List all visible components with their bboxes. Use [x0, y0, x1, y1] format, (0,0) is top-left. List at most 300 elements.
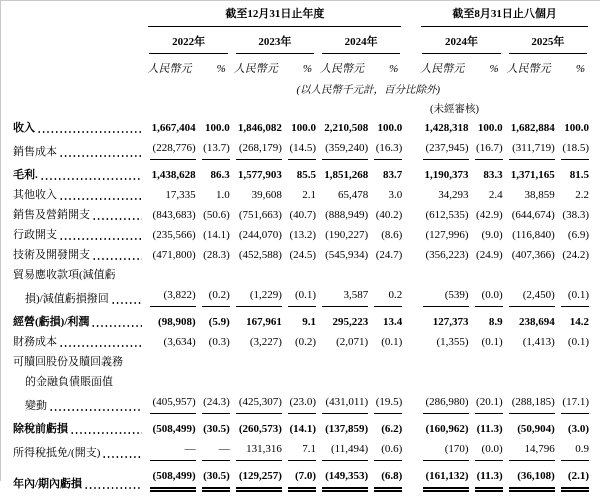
cell-pct	[557, 118, 591, 138]
dot-leader	[92, 324, 142, 328]
cell-value: 2,210,508	[324, 122, 369, 134]
cell-value: (508,499)	[152, 423, 196, 435]
cell-amount	[145, 285, 197, 312]
cell-pct	[198, 285, 232, 312]
year-2023: 2023年	[232, 27, 318, 54]
cell-value: (116,840)	[512, 229, 555, 241]
percent-header: %	[575, 63, 585, 75]
cell-value: (1,413)	[522, 336, 555, 348]
cell-value: 1,851,268	[324, 169, 369, 181]
cell-amount	[145, 312, 197, 332]
period-group-annual-label: 截至12月31日止年度	[148, 7, 401, 27]
cell-pct	[471, 312, 505, 332]
unaudited-note-row	[13, 98, 591, 118]
row-label-cell	[13, 392, 145, 419]
period-group-annual	[145, 7, 404, 27]
table-row	[13, 165, 591, 185]
cell-value: (20.1)	[475, 395, 503, 414]
year-2024-interim: 2024年	[404, 27, 504, 54]
cell-amount	[318, 165, 370, 185]
cell-amount	[404, 245, 470, 265]
cell-value: (311,719)	[509, 141, 555, 160]
dot-leader	[60, 154, 142, 158]
cell-value: (6.2)	[381, 423, 403, 435]
cell-pct	[471, 419, 505, 439]
cell-value: 38,859	[524, 189, 555, 201]
cell-amount	[404, 118, 470, 138]
cell-pct	[370, 332, 404, 352]
cell-pct	[471, 285, 505, 312]
cell-amount	[505, 225, 557, 245]
cell-amount	[318, 312, 370, 332]
cell-value: (30.5)	[202, 469, 230, 492]
cell-pct	[557, 312, 591, 332]
year-header-row	[13, 27, 591, 54]
cell-amount	[145, 419, 197, 439]
cell-value: 86.3	[210, 169, 230, 181]
cell-value: (1,229)	[236, 288, 282, 307]
cell-value: (50.6)	[203, 209, 230, 221]
cell-pct	[284, 312, 318, 332]
cell-value: (612,535)	[425, 209, 469, 221]
income-statement-table	[13, 7, 591, 498]
cell-value: (0.3)	[208, 336, 230, 348]
dot-leader	[112, 301, 143, 305]
header-spacer	[13, 7, 145, 27]
cell-amount	[232, 225, 284, 245]
cell-value: 238,694	[519, 316, 555, 328]
table-row	[13, 225, 591, 245]
cell-amount	[318, 419, 370, 439]
cell-value: 131,316	[236, 442, 282, 461]
cell-value: 3,587	[322, 288, 368, 307]
amount-header: 人民幣元	[147, 63, 192, 75]
cell-value: (40.2)	[375, 209, 403, 221]
cell-amount	[505, 285, 557, 312]
cell-amount	[404, 312, 470, 332]
cell-value: (14.1)	[203, 229, 230, 241]
table-row	[13, 332, 591, 352]
cell-value: (28.3)	[203, 249, 230, 261]
unit-note-row	[13, 78, 591, 98]
row-label-cell	[13, 466, 145, 498]
cell-pct	[284, 118, 318, 138]
cell-pct	[198, 138, 232, 165]
cell-value: (3,227)	[249, 336, 282, 348]
cell-value: —	[150, 442, 196, 461]
row-label: 除稅前虧損	[13, 423, 68, 435]
cell-pct	[471, 466, 505, 498]
header-spacer	[13, 78, 145, 98]
table-row	[13, 466, 591, 498]
row-label: 所得稅抵免/(開支)	[13, 447, 101, 459]
cell-value: (16.7)	[475, 141, 503, 160]
header-spacer	[505, 98, 591, 118]
cell-value: (0.2)	[294, 336, 317, 348]
cell-value: 2.4	[488, 189, 503, 201]
cell-value: (11.3)	[476, 423, 503, 435]
cell-value: (19.5)	[374, 395, 402, 414]
cell-value: (38.3)	[562, 209, 589, 221]
percent-header: %	[216, 63, 226, 75]
cell-amount	[232, 138, 284, 165]
cell-pct	[198, 419, 232, 439]
cell-amount	[505, 466, 557, 498]
cell-amount	[505, 312, 557, 332]
cell-value: (0.1)	[288, 288, 316, 307]
cell-pct	[284, 205, 318, 225]
cell-value: 1.0	[215, 189, 230, 201]
cell-value: (98,908)	[158, 316, 196, 328]
cell-amount	[318, 118, 370, 138]
cell-value: (7.0)	[288, 469, 316, 492]
cell-value: 13.4	[383, 316, 403, 328]
cell-value: 2.1	[302, 189, 317, 201]
table-row	[13, 439, 591, 466]
cell-amount	[145, 392, 197, 419]
cell-pct	[284, 165, 318, 185]
cell-value: 100.0	[564, 122, 589, 134]
cell-amount	[145, 332, 197, 352]
cell-value: (288,185)	[509, 395, 555, 414]
cell-pct	[557, 332, 591, 352]
row-label-cell	[13, 312, 145, 332]
cell-value: 39,608	[251, 189, 282, 201]
row-label: 的金融負債賬面值	[25, 376, 113, 388]
cell-value: (190,227)	[325, 229, 369, 241]
cell-value: (14.5)	[288, 141, 316, 160]
cell-value: 3.0	[388, 189, 403, 201]
cell-value: (23.0)	[288, 395, 316, 414]
cell-pct	[370, 225, 404, 245]
cell-amount	[232, 439, 284, 466]
row-label-cell	[13, 225, 145, 245]
cell-value: 17,335	[165, 189, 196, 201]
cell-value: (425,307)	[236, 395, 282, 414]
cell-amount	[505, 118, 557, 138]
row-label-cell	[13, 205, 145, 225]
cell-value: (3.0)	[567, 423, 589, 435]
cell-pct	[284, 138, 318, 165]
cell-pct	[471, 392, 505, 419]
cell-amount	[145, 185, 197, 205]
row-label-cell	[13, 245, 145, 265]
cell-amount	[505, 392, 557, 419]
unit-header-row	[13, 54, 591, 78]
row-label-cell	[13, 165, 145, 185]
cell-pct	[370, 205, 404, 225]
row-label-cell	[13, 419, 145, 439]
percent-header: %	[389, 63, 399, 75]
cell-value: (1,355)	[436, 336, 469, 348]
cell-value: (452,588)	[238, 249, 282, 261]
cell-pct	[198, 392, 232, 419]
table-row	[13, 392, 591, 419]
cell-value: (50,904)	[517, 423, 555, 435]
unit-note: (以人民幣千元計，百分比除外)	[296, 85, 440, 96]
cell-value: (160,962)	[425, 423, 469, 435]
cell-pct	[370, 118, 404, 138]
cell-amount	[505, 439, 557, 466]
table-body	[13, 118, 591, 498]
cell-amount	[404, 439, 470, 466]
year-2022: 2022年	[145, 27, 231, 54]
cell-amount	[232, 185, 284, 205]
cell-value: 83.7	[383, 169, 403, 181]
row-label: 經營(虧損)/利潤	[13, 316, 90, 328]
cell-pct	[557, 185, 591, 205]
cell-pct	[557, 225, 591, 245]
cell-value: (0.2)	[202, 288, 230, 307]
cell-pct	[471, 205, 505, 225]
cell-value: 0.2	[374, 288, 402, 307]
cell-pct	[284, 392, 318, 419]
cell-value: (8.6)	[381, 229, 403, 241]
cell-value: (471,800)	[152, 249, 196, 261]
period-group-header-row	[13, 7, 591, 27]
unaudited-note: (未經審核)	[429, 104, 479, 115]
cell-pct	[198, 205, 232, 225]
cell-value: (407,366)	[511, 249, 555, 261]
cell-amount	[318, 205, 370, 225]
cell-amount	[404, 332, 470, 352]
cell-value: 1,190,373	[424, 169, 469, 181]
cell-pct	[557, 285, 591, 312]
cell-amount	[505, 138, 557, 165]
row-label-cell	[13, 265, 591, 285]
cell-value: 85.5	[296, 169, 317, 181]
cell-pct	[284, 245, 318, 265]
period-group-interim-label: 截至8月31日止八個月	[421, 7, 588, 27]
cell-value: (0.1)	[481, 336, 503, 348]
cell-value: (5.9)	[208, 316, 230, 328]
cell-pct	[370, 466, 404, 498]
cell-value: (359,240)	[322, 141, 368, 160]
cell-pct	[557, 138, 591, 165]
cell-pct	[198, 466, 232, 498]
cell-value: (235,566)	[152, 229, 196, 241]
cell-value: (268,179)	[236, 141, 282, 160]
cell-value: (237,945)	[423, 141, 469, 160]
cell-pct	[370, 392, 404, 419]
row-label: 收入	[13, 122, 35, 134]
cell-pct	[557, 245, 591, 265]
row-label-cell	[13, 332, 145, 352]
table-row-label-line	[13, 372, 591, 392]
cell-pct	[284, 439, 318, 466]
dot-leader	[93, 257, 142, 261]
cell-amount	[505, 245, 557, 265]
row-label: 變動	[25, 400, 47, 412]
cell-value: (539)	[423, 288, 469, 307]
cell-pct	[471, 118, 505, 138]
cell-pct	[370, 245, 404, 265]
cell-pct	[198, 245, 232, 265]
cell-value: (17.1)	[561, 395, 589, 414]
cell-value: 2.2	[575, 189, 589, 201]
cell-value: (260,573)	[238, 423, 282, 435]
period-group-interim	[404, 7, 591, 27]
cell-amount	[232, 165, 284, 185]
row-label-cell	[13, 285, 145, 312]
cell-value: 0.9	[561, 442, 589, 461]
cell-amount	[318, 245, 370, 265]
cell-value: 7.1	[288, 442, 316, 461]
table-row-label-line	[13, 265, 591, 285]
row-label: 損)/減值虧損撥回	[25, 293, 109, 305]
row-label: 技術及開發開支	[13, 249, 90, 261]
cell-value: (18.5)	[561, 141, 589, 160]
cell-pct	[557, 392, 591, 419]
cell-pct	[198, 225, 232, 245]
amount-header: 人民幣元	[233, 63, 278, 75]
cell-value: 100.0	[477, 122, 503, 134]
cell-amount	[404, 138, 470, 165]
cell-value: (13.2)	[289, 229, 317, 241]
cell-pct	[471, 245, 505, 265]
cell-pct	[370, 185, 404, 205]
cell-value: (0.6)	[374, 442, 402, 461]
cell-amount	[404, 185, 470, 205]
cell-amount	[505, 419, 557, 439]
dot-leader	[50, 408, 142, 412]
cell-pct	[471, 165, 505, 185]
cell-amount	[232, 312, 284, 332]
cell-value: (0.1)	[381, 336, 403, 348]
table-row	[13, 245, 591, 265]
year-2024: 2024年	[318, 27, 404, 54]
cell-value: (0.1)	[567, 336, 589, 348]
cell-value: (170)	[423, 442, 469, 461]
cell-value: (431,011)	[322, 395, 368, 414]
cell-pct	[284, 185, 318, 205]
cell-value: (161,132)	[423, 469, 469, 492]
cell-value: (24.7)	[375, 249, 403, 261]
table-row	[13, 185, 591, 205]
table-row	[13, 205, 591, 225]
cell-amount	[505, 165, 557, 185]
amount-header: 人民幣元	[506, 63, 551, 75]
dot-leader	[85, 486, 142, 490]
cell-pct	[557, 439, 591, 466]
dot-leader	[60, 237, 142, 241]
dot-leader	[93, 217, 142, 221]
cell-value: (286,980)	[423, 395, 469, 414]
cell-value: (2,450)	[509, 288, 555, 307]
cell-amount	[404, 285, 470, 312]
row-label: 財務成本	[13, 336, 57, 348]
cell-value: 167,961	[246, 316, 282, 328]
cell-value: (42.9)	[476, 209, 503, 221]
cell-amount	[505, 185, 557, 205]
cell-pct	[198, 118, 232, 138]
header-spacer	[13, 27, 145, 54]
header-spacer	[13, 98, 404, 118]
cell-amount	[145, 225, 197, 245]
cell-value: 8.9	[488, 316, 503, 328]
cell-amount	[318, 466, 370, 498]
row-label: 行政開支	[13, 229, 57, 241]
cell-value: (356,223)	[425, 249, 469, 261]
cell-pct	[370, 312, 404, 332]
table-row	[13, 312, 591, 332]
cell-pct	[198, 165, 232, 185]
cell-value: (888,949)	[325, 209, 369, 221]
table-row	[13, 285, 591, 312]
cell-pct	[557, 466, 591, 498]
cell-value: 1,667,404	[151, 122, 196, 134]
cell-pct	[370, 439, 404, 466]
row-label: 銷售及營銷開支	[13, 209, 90, 221]
cell-value: (751,663)	[238, 209, 282, 221]
row-label: 年內/期內虧損	[13, 478, 83, 490]
cell-value: 1,428,318	[424, 122, 469, 134]
cell-value: (149,353)	[322, 469, 368, 492]
cell-value: (30.5)	[203, 423, 230, 435]
row-label-cell	[13, 185, 145, 205]
cell-value: 1,846,082	[237, 122, 282, 134]
cell-pct	[471, 225, 505, 245]
cell-value: (508,499)	[150, 469, 196, 492]
row-label: 毛利.	[13, 169, 38, 181]
cell-pct	[471, 138, 505, 165]
table-row	[13, 419, 591, 439]
cell-value: 81.5	[569, 169, 589, 181]
cell-pct	[370, 138, 404, 165]
cell-amount	[145, 205, 197, 225]
cell-value: (228,776)	[150, 141, 196, 160]
cell-value: 65,478	[337, 189, 369, 201]
dot-leader	[60, 197, 142, 201]
cell-amount	[145, 439, 197, 466]
cell-amount	[318, 138, 370, 165]
cell-value: (0.1)	[561, 288, 589, 307]
amount-header: 人民幣元	[320, 63, 365, 75]
cell-pct	[471, 332, 505, 352]
cell-value: 14,796	[509, 442, 555, 461]
cell-amount	[232, 392, 284, 419]
cell-value: (24.9)	[476, 249, 503, 261]
cell-value: 14.2	[569, 316, 589, 328]
cell-value: 100.0	[291, 122, 317, 134]
cell-amount	[318, 439, 370, 466]
cell-value: (137,859)	[325, 423, 369, 435]
cell-value: (6.9)	[567, 229, 589, 241]
cell-value: 100.0	[204, 122, 230, 134]
cell-pct	[198, 332, 232, 352]
cell-value: (36,108)	[509, 469, 555, 492]
row-label-cell	[13, 138, 145, 165]
header-spacer	[13, 54, 145, 78]
cell-value: (545,934)	[325, 249, 369, 261]
cell-amount	[232, 332, 284, 352]
cell-value: (3,634)	[163, 336, 196, 348]
cell-amount	[145, 466, 197, 498]
cell-value: (6.8)	[374, 469, 402, 492]
row-label-cell	[13, 352, 591, 372]
cell-amount	[145, 138, 197, 165]
cell-value: 295,223	[332, 316, 369, 328]
cell-amount	[404, 392, 470, 419]
cell-amount	[145, 245, 197, 265]
cell-amount	[232, 466, 284, 498]
cell-value: (9.0)	[481, 229, 503, 241]
cell-amount	[505, 205, 557, 225]
cell-amount	[404, 165, 470, 185]
cell-value: 1,682,884	[510, 122, 555, 134]
cell-amount	[404, 419, 470, 439]
cell-value: 1,438,628	[151, 169, 196, 181]
